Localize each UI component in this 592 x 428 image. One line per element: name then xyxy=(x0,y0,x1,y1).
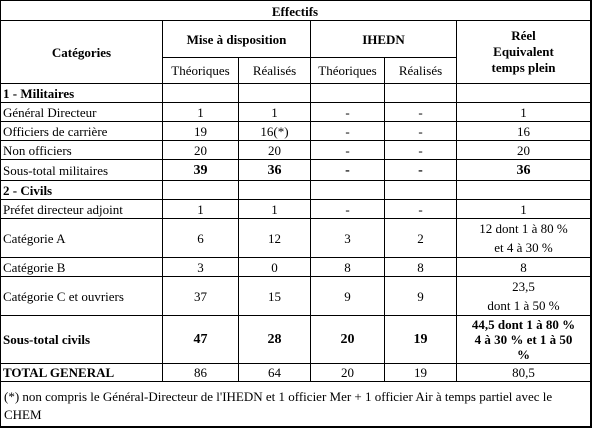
cell-mad-theoriques: 37 xyxy=(163,277,239,316)
cell-mad-theoriques: 1 xyxy=(163,200,239,219)
row-label: Catégorie A xyxy=(1,219,163,258)
table-row xyxy=(1,103,591,122)
row-label: Général Directeur xyxy=(1,103,163,122)
cell-reel-line2: 4 à 30 % et 1 à 50 xyxy=(474,332,573,347)
subtotal-row-militaires xyxy=(1,160,591,181)
cell-reel-line2: et 4 à 30 % xyxy=(494,240,553,255)
header-mad-realises: Réalisés xyxy=(239,58,311,84)
cell-ihedn-theoriques: 8 xyxy=(311,258,385,277)
header-row-1 xyxy=(1,21,591,58)
header-ihedn-realises: Réalisés xyxy=(385,58,457,84)
header-mise-a-disposition: Mise à disposition xyxy=(163,21,311,58)
row-label: Catégorie B xyxy=(1,258,163,277)
cell-ihedn-realises: 9 xyxy=(385,277,457,316)
table-row xyxy=(1,258,591,277)
cell-reel: 1 xyxy=(457,200,591,219)
cell-ihedn-realises: 8 xyxy=(385,258,457,277)
cell-mad-realises: 1 xyxy=(239,200,311,219)
total-row xyxy=(1,364,591,382)
table-title: Effectifs xyxy=(271,4,319,19)
cell-reel: 16 xyxy=(457,122,591,141)
cell-mad-theoriques: 20 xyxy=(163,141,239,160)
row-label: Préfet directeur adjoint xyxy=(1,200,163,219)
cell-reel-line3: % xyxy=(517,347,530,362)
cell-mad-realises: 12 xyxy=(239,219,311,258)
cell-mad-theoriques: 86 xyxy=(163,364,239,382)
cell-ihedn-realises: - xyxy=(385,160,457,181)
cell-mad-realises: 28 xyxy=(239,316,311,364)
cell-reel: 1 xyxy=(457,103,591,122)
cell-reel-line1: 44,5 dont 1 à 80 % xyxy=(471,317,576,332)
header-reel xyxy=(457,21,591,84)
table-row xyxy=(1,141,591,160)
header-ihedn-theoriques: Théoriques xyxy=(311,58,385,84)
header-reel-line3: temps plein xyxy=(491,60,556,75)
cell-mad-realises: 16(*) xyxy=(239,122,311,141)
cell-reel xyxy=(457,316,591,364)
table-row xyxy=(1,219,591,258)
cell-reel xyxy=(457,219,591,258)
cell-ihedn-realises: 19 xyxy=(385,364,457,382)
cell-mad-realises: 36 xyxy=(239,160,311,181)
cell-reel-line2: dont 1 à 50 % xyxy=(487,298,560,313)
row-label: Officiers de carrière xyxy=(1,122,163,141)
cell-reel: 8 xyxy=(457,258,591,277)
header-ihedn: IHEDN xyxy=(311,21,457,58)
row-label: Sous-total civils xyxy=(1,316,163,364)
section-row-militaires xyxy=(1,84,591,103)
cell-ihedn-theoriques: - xyxy=(311,200,385,219)
cell-ihedn-realises: 19 xyxy=(385,316,457,364)
cell-ihedn-theoriques: 9 xyxy=(311,277,385,316)
cell-reel: 80,5 xyxy=(457,364,591,382)
table-row xyxy=(1,277,591,316)
subtotal-row-civils xyxy=(1,316,591,364)
section-label: 2 - Civils xyxy=(1,181,163,200)
cell-mad-theoriques: 1 xyxy=(163,103,239,122)
row-label: Catégorie C et ouvriers xyxy=(1,277,163,316)
header-mad-theoriques: Théoriques xyxy=(163,58,239,84)
cell-mad-realises: 1 xyxy=(239,103,311,122)
cell-mad-realises: 0 xyxy=(239,258,311,277)
cell-mad-theoriques: 47 xyxy=(163,316,239,364)
footnote: (*) non compris le Général-Directeur de l'IHEDN et 1 officier Mer + 1 officier Air à temps partiel avec le CHEM xyxy=(4,389,553,422)
section-row-civils xyxy=(1,181,591,200)
header-categories: Catégories xyxy=(1,21,163,84)
section-label: 1 - Militaires xyxy=(1,84,163,103)
table-row xyxy=(1,200,591,219)
cell-ihedn-theoriques: 20 xyxy=(311,316,385,364)
cell-reel-line1: 12 dont 1 à 80 % xyxy=(479,221,568,236)
cell-ihedn-realises: - xyxy=(385,141,457,160)
cell-reel: 20 xyxy=(457,141,591,160)
cell-ihedn-realises: - xyxy=(385,103,457,122)
cell-ihedn-theoriques: - xyxy=(311,122,385,141)
header-reel-line1: Réel xyxy=(511,28,536,43)
cell-ihedn-realises: 2 xyxy=(385,219,457,258)
cell-mad-theoriques: 6 xyxy=(163,219,239,258)
cell-reel xyxy=(457,277,591,316)
cell-ihedn-theoriques: - xyxy=(311,141,385,160)
cell-ihedn-realises: - xyxy=(385,200,457,219)
row-label: TOTAL GENERAL xyxy=(1,364,163,382)
cell-reel-line1: 23,5 xyxy=(512,279,535,294)
cell-ihedn-theoriques: - xyxy=(311,103,385,122)
cell-reel: 36 xyxy=(457,160,591,181)
cell-ihedn-realises: - xyxy=(385,122,457,141)
row-label: Non officiers xyxy=(1,141,163,160)
cell-ihedn-theoriques: 3 xyxy=(311,219,385,258)
cell-mad-realises: 64 xyxy=(239,364,311,382)
cell-ihedn-theoriques: - xyxy=(311,160,385,181)
effectifs-table xyxy=(0,20,591,382)
cell-mad-realises: 15 xyxy=(239,277,311,316)
cell-mad-realises: 20 xyxy=(239,141,311,160)
row-label: Sous-total militaires xyxy=(1,160,163,181)
header-reel-line2: Equivalent xyxy=(493,44,554,59)
cell-mad-theoriques: 19 xyxy=(163,122,239,141)
cell-ihedn-theoriques: 20 xyxy=(311,364,385,382)
cell-mad-theoriques: 39 xyxy=(163,160,239,181)
cell-mad-theoriques: 3 xyxy=(163,258,239,277)
table-row xyxy=(1,122,591,141)
